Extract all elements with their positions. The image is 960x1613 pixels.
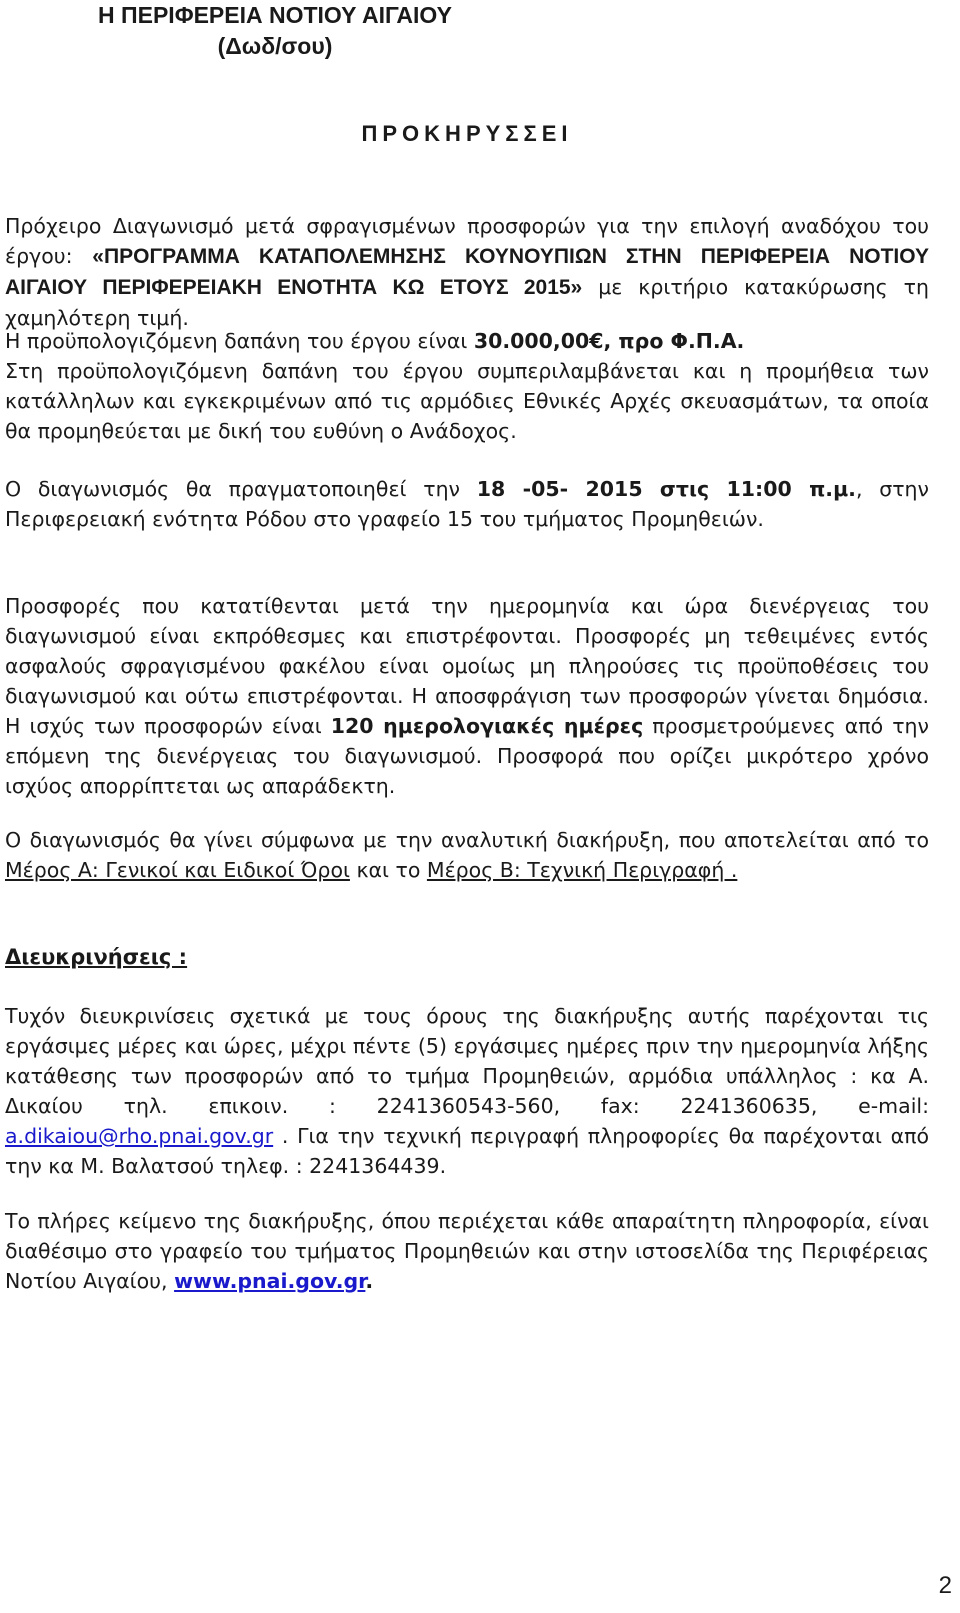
paragraph-terms xyxy=(5,825,929,885)
part-a-link[interactable]: Μέρος Α: Γενικοί και Ειδικοί Όροι xyxy=(5,858,350,882)
tender-intro: Πρόχειρο Διαγωνισμό μετά σφραγισμένων προσφορών για την επιλογή αναδόχου του έργου: xyxy=(5,214,929,268)
project-title: «ΠΡΟΓΡΑΜΜΑ ΚΑΤΑΠΟΛΕΜΗΣΗΣ ΚΟΥΝΟΥΠΙΩΝ ΣΤΗΝ ΠΕΡΙΦΕΡΕΙΑ ΝΟΤΙΟΥ ΑΙΓΑΙΟΥ ΠΕΡΙΦΕΡΕΙΑΚΗ ΕΝΟΤΗΤΑ ΚΩ ΕΤΟΥΣ 2015» xyxy=(5,245,929,299)
tender-date: 18 -05- 2015 στις 11:00 π.μ. xyxy=(476,477,856,501)
budget-label: Η προϋπολογιζόμενη δαπάνη του έργου είναι xyxy=(5,329,474,353)
paragraph-clarifications xyxy=(5,1001,929,1181)
offers-text-end: προσμετρούμενες από την επόμενη της διενέργειας του διαγωνισμού. Προσφορά που ορίζει μικρότερο χρόνο ισχύος απορρίπτεται ως απαράδεκτη. xyxy=(5,714,929,798)
final-period: . xyxy=(365,1269,374,1293)
paragraph-budget xyxy=(5,326,929,356)
part-b-link[interactable]: Μέρος Β: Τεχνική Περιγραφή . xyxy=(426,858,738,882)
date-intro: Ο διαγωνισμός θα πραγματοποιηθεί την xyxy=(5,477,477,501)
terms-and: και το xyxy=(349,858,427,882)
paragraph-availability xyxy=(5,1206,929,1296)
clarifications-heading: Διευκρινήσεις : xyxy=(5,945,188,969)
date-location: , στην Περιφερειακή ενότητα Ρόδου στο γραφείο 15 του τμήματος Προμηθειών. xyxy=(5,477,929,531)
region-title: Η ΠΕΡΙΦΕΡΕΙΑ ΝΟΤΙΟΥ ΑΙΓΑΙΟΥ xyxy=(98,2,452,28)
paragraph-offers xyxy=(5,591,929,801)
clarifications-text-end: . Για την τεχνική περιγραφή πληροφορίες θα παρέχονται από την κα Μ. Βαλατσού τηλεφ. : 2241364439. xyxy=(5,1124,929,1178)
paragraph-supplies: Στη προϋπολογιζόμενη δαπάνη του έργου συμπεριλαμβάνεται και η προμήθεια των κατάλληλων και εγκεκριμένων από τις αρμόδιες Εθνικές Αρχές σκευασμάτων, τα οποία θα προμηθεύεται με δική του ευθύνη ο Ανάδοχος. xyxy=(5,359,929,443)
website-link[interactable]: www.pnai.gov.gr xyxy=(174,1269,366,1293)
paragraph-tender xyxy=(5,211,929,333)
validity-days: 120 ημερολογιακές ημέρες xyxy=(330,714,644,738)
budget-amount: 30.000,00€, προ Φ.Π.Α. xyxy=(473,329,745,353)
email-link[interactable]: a.dikaiou@rho.pnai.gov.gr xyxy=(5,1124,274,1148)
availability-text: Το πλήρες κείμενο της διακήρυξης, όπου περιέχεται κάθε απαραίτητη πληροφορία, είναι διαθέσιμο στο γραφείο του τμήματος Προμηθειών και στην ιστοσελίδα της Περιφέρειας Νοτίου Αιγαίου, xyxy=(5,1209,929,1293)
terms-intro: Ο διαγωνισμός θα γίνει σύμφωνα με την αναλυτική διακήρυξη, που αποτελείται από το xyxy=(5,828,929,852)
region-subtitle: (Δωδ/σου) xyxy=(217,33,333,59)
clarifications-text: Τυχόν διευκρινίσεις σχετικά με τους όρους της διακήρυξης αυτής παρέχονται τις εργάσιμες μέρες και ώρες, μέχρι πέντε (5) εργάσιμες ημέρες πριν την ημερομηνία λήξης κατάθεσης των προσφορών από το τμήμα Προμηθειών, αρμόδια υπάλληλος : κα Α. Δικαίου τηλ. επικοιν. : 2241360543-560, fax: 2241360635, e-mail: xyxy=(5,1004,929,1118)
paragraph-date xyxy=(5,474,929,534)
offers-text: Προσφορές που κατατίθενται μετά την ημερομηνία και ώρα διενέργειας του διαγωνισμού είναι εκπρόθεσμες και επιστρέφονται. Προσφορές μη τεθειμένες εντός ασφαλούς σφραγισμένου φακέλου είναι ομοίως μη πληρούσες τις προϋποθέσεις του διαγωνισμού και ούτω επιστρέφονται. Η αποσφράγιση των προσφορών γίνεται δημόσια. Η ισχύς των προσφορών είναι xyxy=(5,594,929,738)
page-number: 2 xyxy=(938,1572,952,1599)
announcement-title: ΠΡΟΚΗΡΥΣΣΕΙ xyxy=(361,121,573,146)
tender-criterion: με κριτήριο κατακύρωσης τη χαμηλότερη τιμή. xyxy=(5,275,929,330)
